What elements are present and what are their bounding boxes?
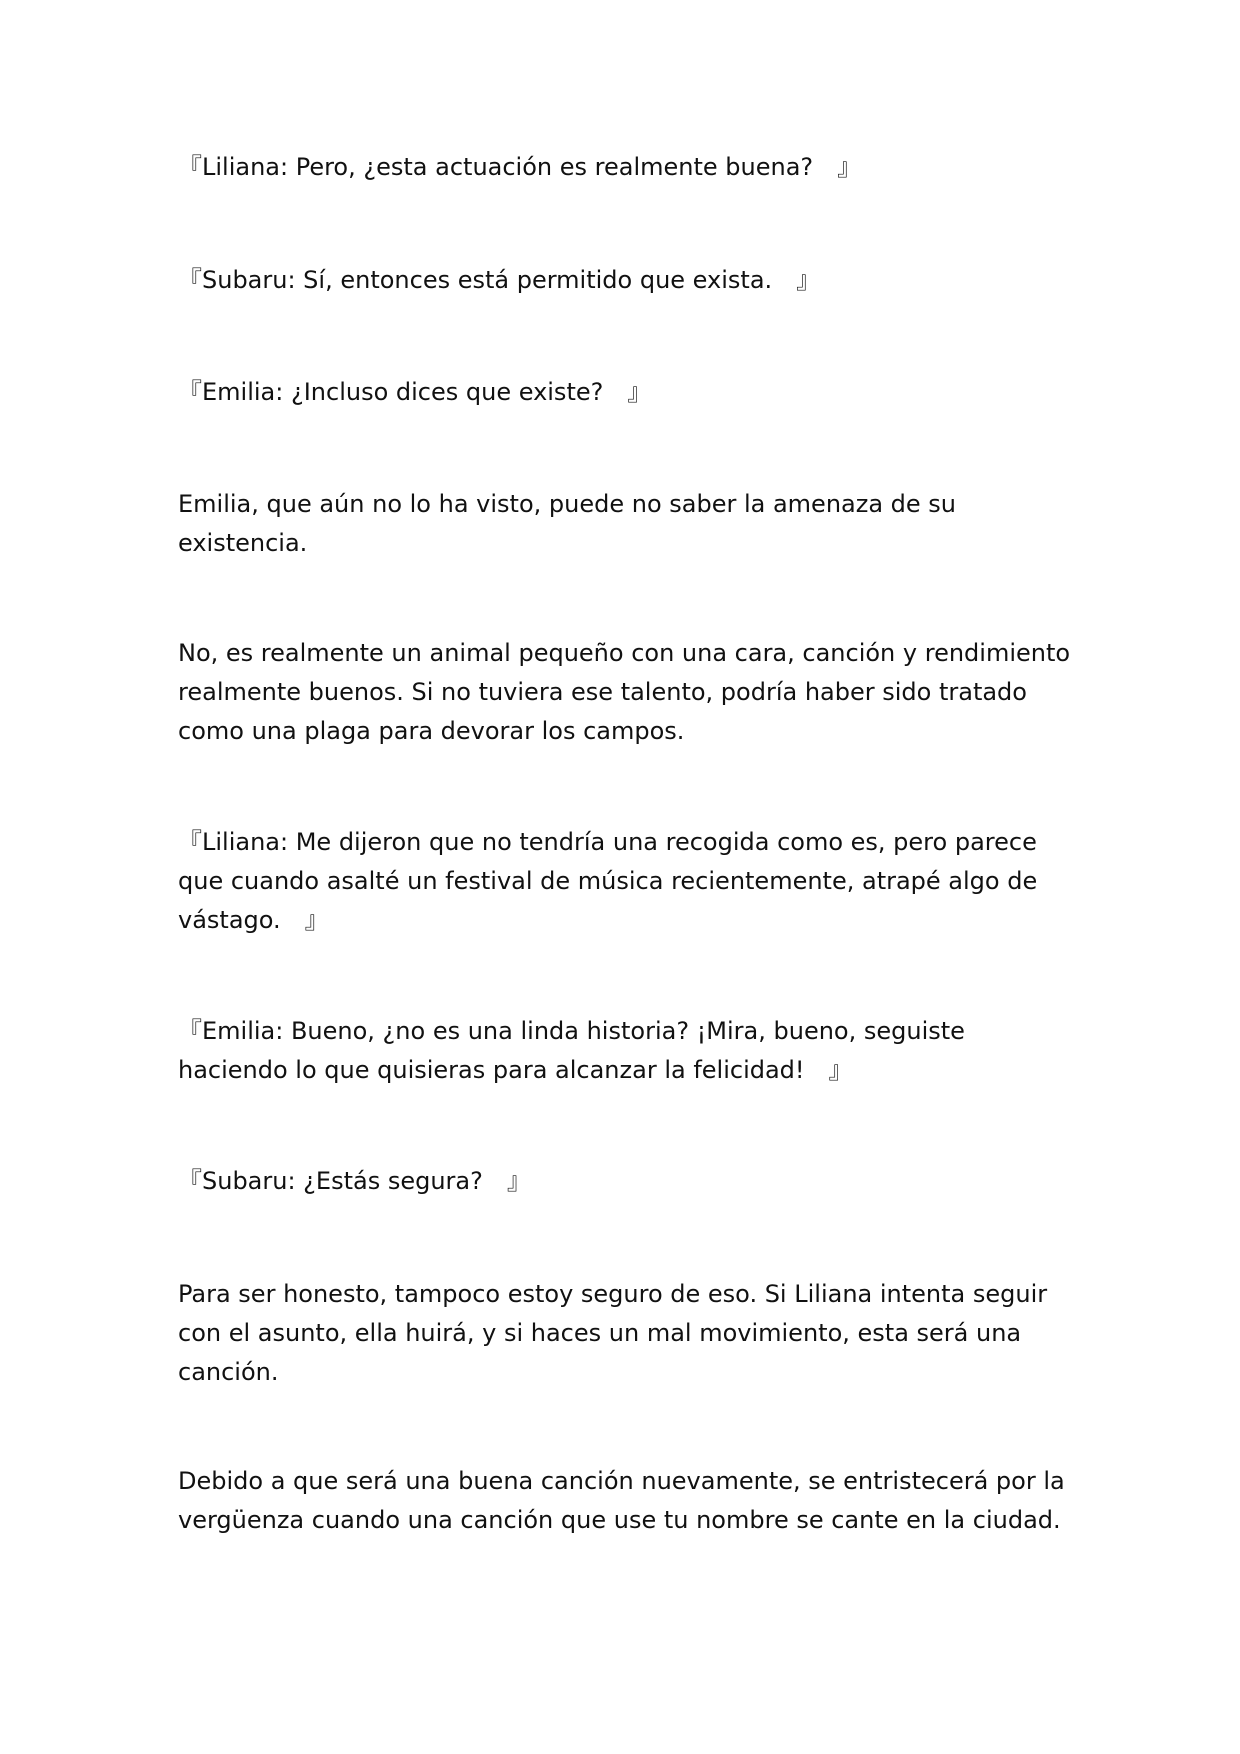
dialogue-line: 『Subaru: ¿Estás segura? 』 xyxy=(178,1167,531,1195)
narration-paragraph: Para ser honesto, tampoco estoy seguro de eso. Si Liliana intenta seguir con el asunto, ella huirá, y si haces un mal movimiento, esta será una canción. xyxy=(178,1280,1048,1386)
narration-paragraph: Debido a que será una buena canción nuevamente, se entristecerá por la vergüenza cuando una canción que use tu nombre se cante en la ciudad. xyxy=(178,1467,1065,1534)
dialogue-line: 『Liliana: Pero, ¿esta actuación es realmente buena? 』 xyxy=(178,153,862,181)
dialogue-line: 『Emilia: ¿Incluso dices que existe? 』 xyxy=(178,378,652,406)
narration-paragraph: Emilia, que aún no lo ha visto, puede no saber la amenaza de su existencia. xyxy=(178,490,957,557)
narration-paragraph: No, es realmente un animal pequeño con una cara, canción y rendimiento realmente buenos. Si no tuviera ese talento, podría haber sido tratado como una plaga para devorar los campos. xyxy=(178,639,1071,745)
dialogue-line: 『Subaru: Sí, entonces está permitido que exista. 』 xyxy=(178,266,821,294)
dialogue-line: 『Liliana: Me dijeron que no tendría una recogida como es, pero parece que cuando asalté un festival de música recientemente, atrapé algo de vástago. 』 xyxy=(178,828,1038,934)
dialogue-line: 『Emilia: Bueno, ¿no es una linda historia? ¡Mira, bueno, seguiste haciendo lo que quisieras para alcanzar la felicidad! 』 xyxy=(178,1017,965,1084)
